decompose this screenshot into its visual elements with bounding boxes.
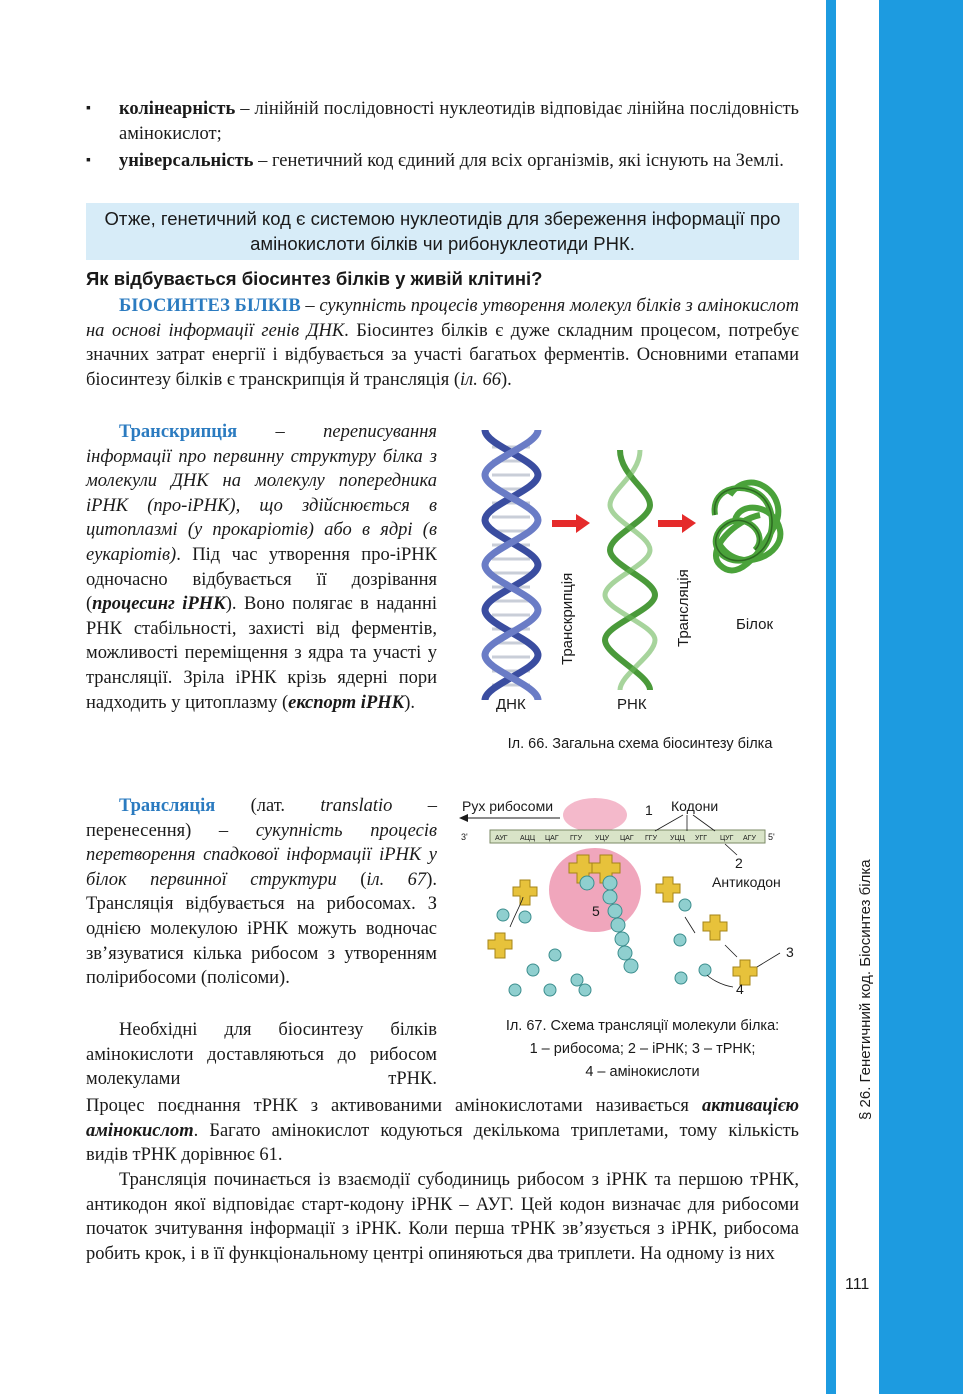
codon: УГГ (695, 835, 708, 842)
protein-label: Білок (736, 616, 774, 633)
transcription-definition: – переписування інформації про первинну структуру білка з молекули ДНК на молекулу попередника іРНК (про-іРНК), що здійснюється в цитоплазмі (у прокаріотів) або в ядрі (в еукаріотів) (86, 422, 437, 565)
section-question: Як відбувається біосинтез білків у живій клітині? (86, 268, 543, 289)
codon: ГГУ (645, 835, 658, 842)
processing-term: процесинг іРНК (92, 594, 226, 615)
trna-text: Процес поєднання тРНК з активованими амінокислотами називається (86, 1096, 702, 1116)
ribosome-large-subunit (549, 848, 641, 932)
mrna-number: 2 (735, 855, 743, 871)
figure-66-caption: Іл. 66. Загальна схема біосинтезу білка (507, 736, 773, 752)
translation-text: (лат. (215, 796, 321, 816)
codon: ЦУГ (720, 835, 734, 842)
trna-column-text: Необхідні для біосинтезу білків амінокислоти доставляються до рибосом молекулами тРНК. (86, 1020, 437, 1090)
rna-label: РНК (617, 696, 647, 713)
figure-66-diagram (470, 425, 810, 720)
codon: АУГ (495, 835, 508, 842)
codons-label: Кодони (671, 798, 719, 814)
ribosome-movement-label: Рух рибосоми (462, 798, 554, 814)
translation-label: Трансляція (675, 569, 692, 647)
biosynthesis-definition: – сукупність процесів утворення молекул білків з амінокислот на основі інформації генів ДНК (86, 296, 799, 341)
arrow-transcription (552, 514, 590, 533)
figure-67-caption (455, 1015, 830, 1084)
translation-text: – перенесення) – (86, 796, 437, 841)
trna-text-end: . Багато амінокислот кодуються декількома триплетами, тому кількість видів тРНК дорівнює 61. (86, 1120, 799, 1166)
anticodon-label: Антикодон (712, 874, 781, 890)
dna-helix (485, 430, 538, 700)
codon: УЦЦ (670, 835, 685, 842)
transcription-text: . Під час утворення про-іРНК одночасно відбувається її дозрівання ( (86, 544, 437, 615)
dna-label: ДНК (496, 696, 526, 713)
final-paragraph: Трансляція починається із взаємодії субодиниць рибосом з іРНК та першою тРНК, антикодон якої відповідає старт-кодону іРНК – АУГ. Цей кодон визначає для рибосоми початок зчитування інформації з іРНК. Коли перша тРНК зв’язується з іРНК, рибосома робить крок, і в її функціональному центрі опиняються два триплети. На одному із них (86, 1170, 799, 1264)
export-term: експорт іРНК (288, 692, 405, 713)
translation-paragraph (86, 794, 437, 991)
transcription-label: Транскрипція (559, 572, 576, 665)
figure-ref: іл. 67 (366, 869, 427, 890)
activation-term: активацією амінокислот (86, 1096, 799, 1141)
chapter-title: § 26. Генетичний код. Біосинтез білка (857, 859, 874, 1120)
trna-number: 3 (786, 944, 794, 960)
biosynthesis-term: БІОСИНТЕЗ БІЛКІВ (119, 296, 301, 316)
codon: АГУ (743, 835, 756, 842)
caption-line: 1 – рибосома; 2 – іРНК; 3 – тРНК; (529, 1041, 756, 1057)
list-item (86, 97, 799, 146)
figure-ref: іл. 66 (460, 369, 501, 390)
transcription-term: Транскрипція (119, 422, 238, 442)
bullet-text: – лінійній послідовності нуклеотидів відповідає лінійна послідовність амінокислот; (119, 99, 799, 144)
bullet-list (86, 97, 799, 177)
bullet-text: – генетичний код єдиний для всіх організмів, які існують на Землі. (253, 151, 784, 172)
latin-word: translatio (320, 796, 393, 816)
codon: ГГУ (570, 835, 583, 842)
transcription-paragraph (86, 420, 437, 715)
biosynthesis-text-end: ). (500, 369, 512, 390)
caption-line: 4 – амінокислоти (585, 1064, 700, 1080)
bullet-term: універсальність (119, 151, 254, 172)
movement-arrow (459, 814, 560, 822)
trna-paragraph (86, 1094, 799, 1168)
translation-text-end: ). Трансляція відбувається на рибосомах. З однією молекулою іРНК можуть водночас зв’язуватися кілька рибосом з утворенням полірибосоми (полісоми). (86, 869, 437, 989)
codon: ЦАГ (620, 835, 634, 842)
caption-line: Іл. 67. Схема трансляції молекули білка: (505, 1018, 780, 1034)
biosynthesis-paragraph (86, 294, 799, 392)
figure-67-diagram (455, 795, 800, 1005)
side-strip-dark (879, 0, 963, 1394)
ribosome-small-subunit (563, 798, 627, 832)
mrna-strand (490, 830, 765, 843)
translation-definition: сукупність процесів перетворення спадкової інформації іРНК у білок первинної структури (86, 820, 438, 890)
translation-text: ( (336, 869, 367, 890)
bullet-term: колінеарність (119, 99, 236, 119)
side-strip-light (826, 0, 879, 1394)
codon: УЦУ (595, 835, 610, 842)
page-number: 111 (845, 1276, 870, 1293)
transcription-text: ). Воно полягає в наданні РНК стабільності, захисті від ферментів, можливості переміщення з ядра та участі у трансляції. Зріла іРНК крізь ядерні пори надходить у цитоплазму ( (86, 594, 438, 713)
biosynthesis-text: . Біосинтез білків є дуже складним процесом, потребує значних затрат енергії і відбувається за участі багатьох ферментів. Основними етапами біосинтезу білків є транскрипція й трансляція ( (86, 320, 799, 390)
list-item (86, 149, 799, 174)
codon: АЦЦ (520, 835, 536, 842)
summary-box: Отже, генетичний код є системою нуклеотидів для збереження інформації про амінокислоти білків чи рибонуклеотиди РНК. (86, 203, 799, 260)
mrna-5-end: 5' (768, 832, 775, 842)
mrna-3-end: 3' (461, 832, 468, 842)
translation-term: Трансляція (119, 796, 216, 816)
amino-acid-number: 4 (736, 981, 744, 997)
ribosome-site-number: 5 (592, 903, 600, 919)
transcription-text-end: ). (404, 692, 415, 713)
ribosome-number: 1 (645, 802, 653, 818)
codon: ЦАГ (545, 835, 559, 842)
arrow-translation (658, 514, 696, 533)
